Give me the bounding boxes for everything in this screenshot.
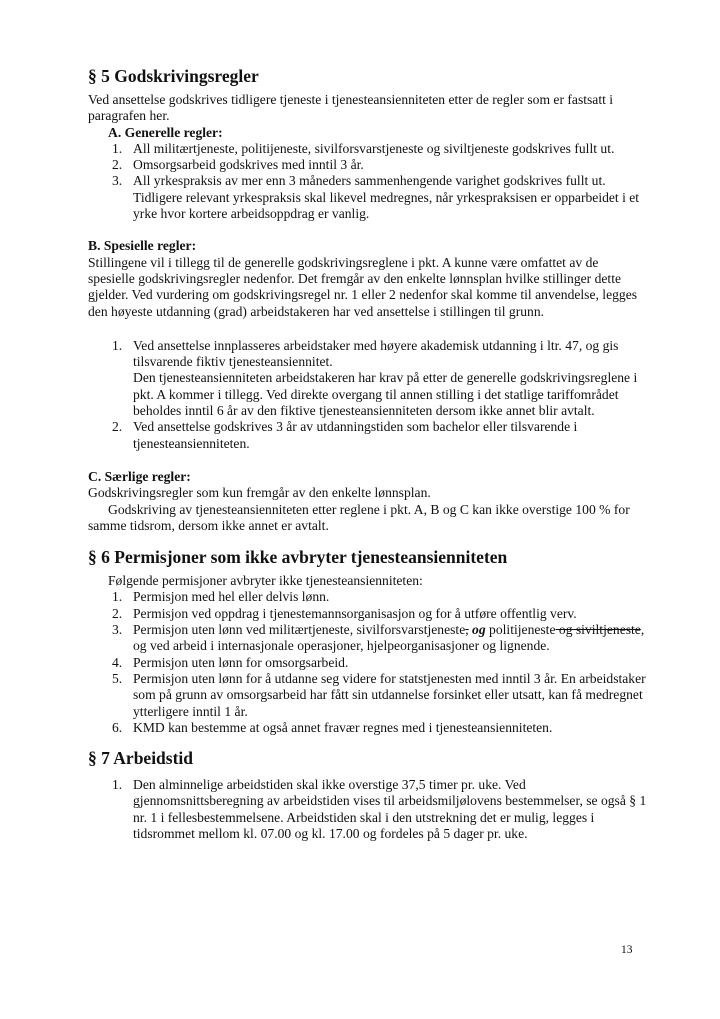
list-item: 6. KMD kan bestemme at også annet fravær regnes med i tjenesteansienniteten. bbox=[112, 719, 553, 735]
subsection-c-title: C. Særlige regler: bbox=[88, 468, 191, 484]
list-item: 5. Permisjon uten lønn for å utdanne seg videre for statstjenesten med inntil 3 år. En arbeidstaker som på grunn av omsorgsarbeid har fått sin utdannelse forsinket eller utsatt, kan få medregnet ytterligere inntil 1 år. bbox=[112, 670, 646, 719]
list-item: 3. All yrkespraksis av mer enn 3 måneders sammenhengende varighet godskrives fullt ut. Tidligere relevant yrkespraksis skal likevel medregnes, når yrkespraksisen er opparbeidet i et yrke hvor kortere arbeidsoppdrag er vanlig. bbox=[112, 173, 640, 222]
list-item: 2. Ved ansettelse godskrives 3 år av utdanningstiden som bachelor eller tilsvarende i tjenesteansienniteten. bbox=[112, 419, 578, 451]
section-6-list bbox=[88, 589, 648, 736]
struck-text: og siviltjeneste bbox=[555, 622, 641, 638]
section-7-heading: § 7 Arbeidstid bbox=[88, 748, 194, 769]
list-item: 1. All militærtjeneste, politijeneste, sivilforsvarstjeneste og siviltjeneste godskrives fullt ut. bbox=[112, 140, 615, 156]
inserted-text: og bbox=[468, 622, 486, 638]
document-page bbox=[88, 66, 648, 842]
list-item: 2. Omsorgsarbeid godskrives med inntil 3 år. bbox=[112, 157, 364, 173]
section-6-heading: § 6 Permisjoner som ikke avbryter tjenesteansienniteten bbox=[88, 547, 508, 568]
list-item: 3. Permisjon uten lønn ved militærtjeneste, sivilforsvarstjeneste, og politijeneste og siviltjeneste, og ved arbeid i internasjonale operasjoner, hjelpeorganisasjoner og lignende. bbox=[112, 622, 645, 654]
subsection-b-list bbox=[88, 338, 648, 452]
section-5-heading: § 5 Godskrivingsregler bbox=[88, 66, 259, 86]
page-number: 13 bbox=[621, 944, 633, 956]
subsection-b-title: B. Spesielle regler: bbox=[88, 238, 197, 254]
section-7-list bbox=[88, 777, 648, 842]
list-item: 1. Permisjon med hel eller delvis lønn. bbox=[112, 589, 330, 605]
subsection-a-title: A. Generelle regler: bbox=[108, 124, 223, 140]
list-item: 1. Den alminnelige arbeidstiden skal ikke overstige 37,5 timer pr. uke. Ved gjennomsnittsberegning av arbeidstiden vises til arbeidsmiljølovens bestemmelser, se også § 1 nr. 1 i fellesbestemmelsene. Arbeidstiden skal i den utstrekning det er mulig, legges i tidsrommet mellom kl. 07.00 og kl. 17.00 og fordeles på 5 dager pr. uke. bbox=[112, 777, 647, 841]
list-item: 4. Permisjon uten lønn for omsorgsarbeid. bbox=[112, 654, 349, 670]
list-item: 1. Ved ansettelse innplasseres arbeidstaker med høyere akademisk utdanning i ltr. 47, og gis tilsvarende fiktiv tjenesteansiennitet. Den tjenesteansienniteten arbeidstakeren har krav på etter de generelle godskrivingsreglene i pkt. A kommer i tillegg. Ved direkte overgang til annen stilling i det statlige tariffområdet beholdes inntil 6 år av den fiktive tjenesteansienniteten dersom ikke annet blir avtalt. bbox=[112, 337, 638, 419]
subsection-a-list bbox=[88, 141, 648, 222]
list-item: 2. Permisjon ved oppdrag i tjenestemannsorganisasjon og for å utføre offentlig verv. bbox=[112, 605, 577, 621]
subsection-c-line1: Godskrivingsregler som kun fremgår av den enkelte lønnsplan. bbox=[88, 485, 431, 501]
subsection-c-line2: Godskriving av tjenesteansienniteten etter reglene i pkt. A, B og C kan ikke overstige 100 % for samme tidsrom, dersom ikke annet er avtalt. bbox=[88, 501, 630, 533]
section-5-intro: Ved ansettelse godskrives tidligere tjeneste i tjenesteansienniteten etter de regler som er fastsatt i paragrafen her. bbox=[88, 92, 614, 124]
section-6-intro: Følgende permisjoner avbryter ikke tjenesteansienniteten: bbox=[108, 573, 423, 589]
subsection-b-intro: Stillingene vil i tillegg til de generelle godskrivingsreglene i pkt. A kunne være omfattet av de spesielle godskrivingsregler nedenfor. Det fremgår av den enkelte lønnsplan hvilke stillinger dette gjelder. Ved vurdering om godskrivingsregel nr. 1 eller 2 nedenfor skal komme til anvendelse, legges den høyeste utdanning (grad) arbeidstakeren har ved ansettelse i stillingen til grunn. bbox=[88, 254, 638, 319]
struck-text: , bbox=[465, 622, 469, 638]
